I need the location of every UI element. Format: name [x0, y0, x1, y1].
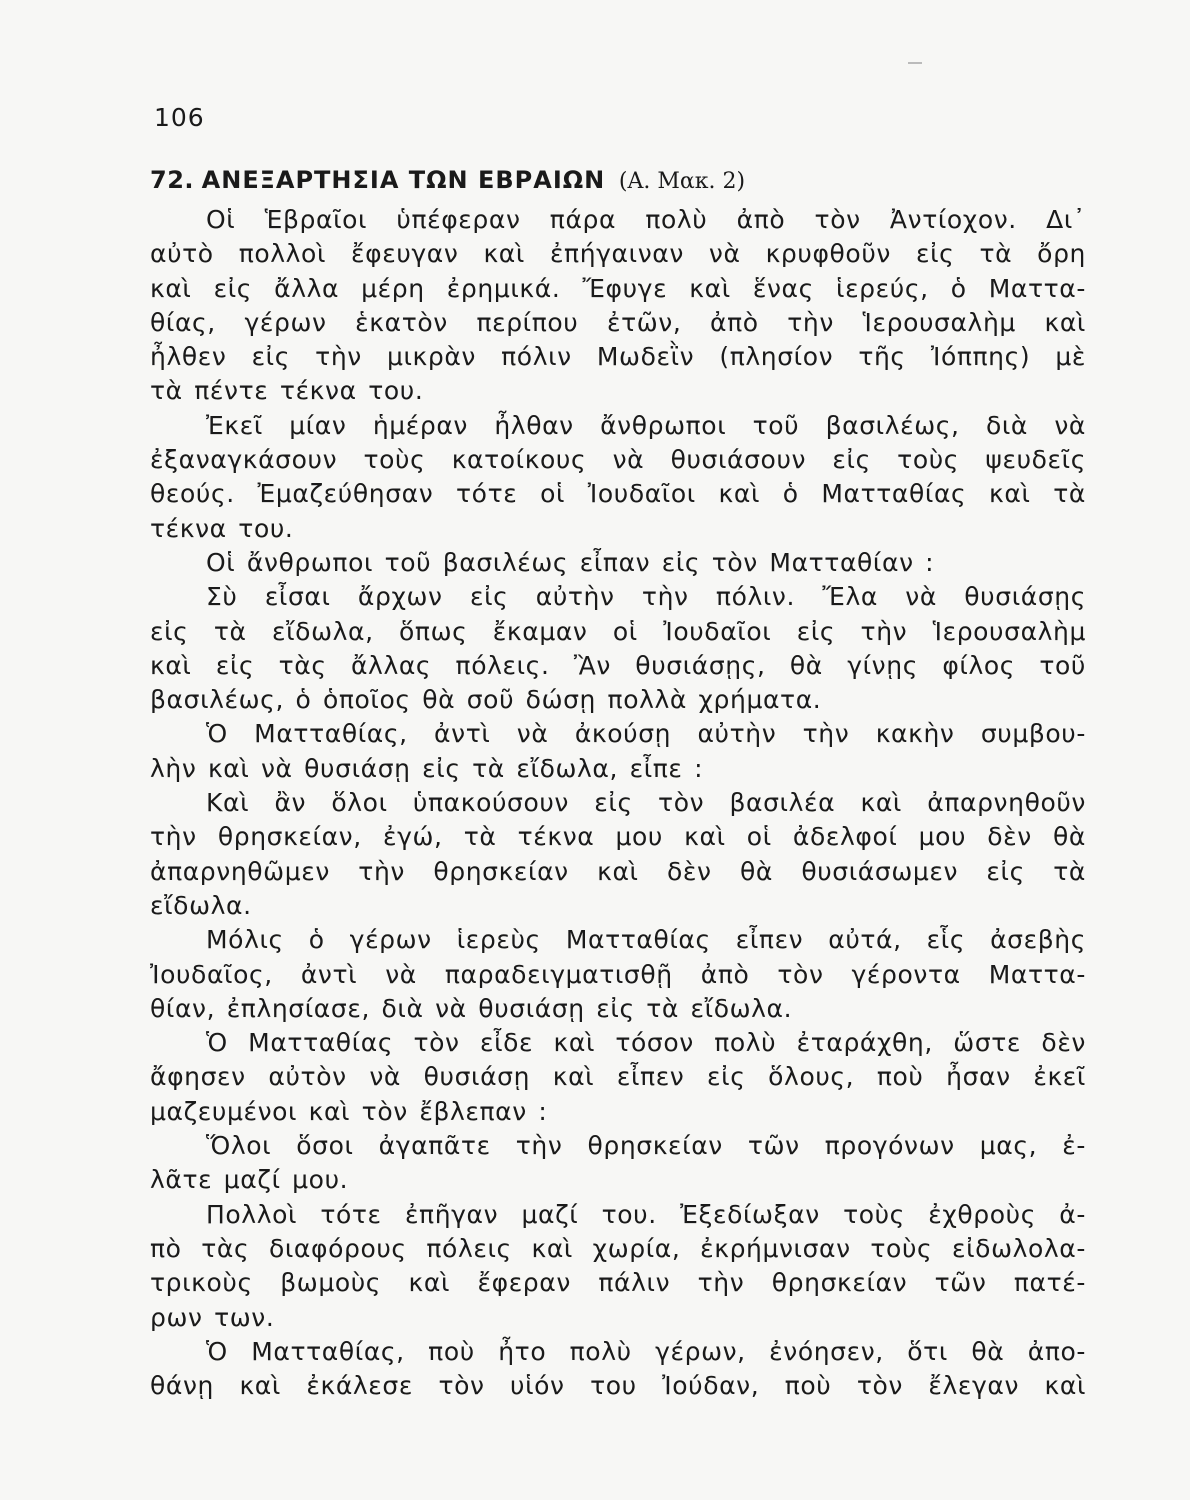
text-line: καὶ εἰς ἄλλα μέρη ἐρημικά. Ἔφυγε καὶ ἕνας ἱερεύς, ὁ Ματτα- — [150, 273, 1086, 303]
body-text — [150, 203, 1086, 1403]
text-line: εἴδωλα. — [150, 890, 252, 920]
section-number: 72. — [150, 166, 195, 194]
text-line: Οἱ Ἑβραῖοι ὑπέφεραν πάρα πολὺ ἀπὸ τὸν Ἀντίοχον. Δι᾽ — [206, 205, 1086, 234]
text-line: Ὁ Ματταθίας, ποὺ ἦτο πολὺ γέρων, ἐνόησεν, ὅτι θὰ ἀπο- — [206, 1336, 1086, 1366]
text-line: καὶ εἰς τὰς ἄλλας πόλεις. Ἂν θυσιάσῃς, θὰ γίνῃς φίλος τοῦ — [150, 650, 1086, 680]
section-heading — [150, 166, 745, 194]
text-line: ἦλθεν εἰς τὴν μικρὰν πόλιν Μωδεῒν (πλησίον τῆς Ἰόππης) μὲ — [150, 342, 1086, 372]
text-line: εἰς τὰ εἴδωλα, ὅπως ἔκαμαν οἱ Ἰουδαῖοι εἰς τὴν Ἱερουσαλὴμ — [150, 616, 1086, 646]
text-line: Ἰουδαῖος, ἀντὶ νὰ παραδειγματισθῇ ἀπὸ τὸν γέροντα Ματτα- — [150, 959, 1086, 989]
text-line: ρων των. — [150, 1302, 275, 1332]
text-line: Πολλοὶ τότε ἐπῆγαν μαζί του. Ἐξεδίωξαν τοὺς ἐχθροὺς ἀ- — [206, 1199, 1086, 1229]
text-line: Ἐκεῖ μίαν ἡμέραν ἦλθαν ἄνθρωποι τοῦ βασιλέως, διὰ νὰ — [206, 410, 1086, 440]
text-line: ἄφησεν αὐτὸν νὰ θυσιάσῃ καὶ εἶπεν εἰς ὅλους, ποὺ ἦσαν ἐκεῖ — [150, 1062, 1086, 1092]
text-line: λὴν καὶ νὰ θυσιάσῃ εἰς τὰ εἴδωλα, εἶπε : — [150, 753, 704, 783]
text-line: ἐξαναγκάσουν τοὺς κατοίκους νὰ θυσιάσουν εἰς τοὺς ψευδεῖς — [150, 445, 1086, 475]
text-line: βασιλέως, ὁ ὁποῖος θὰ σοῦ δώσῃ πολλὰ χρήματα. — [150, 685, 822, 715]
text-line: θεούς. Ἐμαζεύθησαν τότε οἱ Ἰουδαῖοι καὶ ὁ Ματταθίας καὶ τὰ — [150, 479, 1086, 509]
section-title: ΑΝΕΞΑΡΤΗΣΙΑ ΤΩΝ ΕΒΡΑΙΩΝ — [201, 166, 606, 194]
text-line: τὰ πέντε τέκνα του. — [150, 376, 424, 406]
text-line: τρικοὺς βωμοὺς καὶ ἔφεραν πάλιν τὴν θρησκείαν τῶν πατέ- — [150, 1268, 1086, 1298]
text-line: Μόλις ὁ γέρων ἱερεὺς Ματταθίας εἶπεν αὐτά, εἷς ἀσεβὴς — [206, 925, 1086, 955]
text-line: Ὅλοι ὅσοι ἀγαπᾶτε τὴν θρησκείαν τῶν προγόνων μας, ἐ- — [206, 1131, 1086, 1161]
page-edge-mark — [908, 62, 922, 64]
text-line: Οἱ ἄνθρωποι τοῦ βασιλέως εἶπαν εἰς τὸν Ματταθίαν : — [206, 547, 935, 577]
text-line: Ὁ Ματταθίας, ἀντὶ νὰ ἀκούσῃ αὐτὴν τὴν κακὴν συμβου- — [206, 719, 1086, 749]
text-line: πὸ τὰς διαφόρους πόλεις καὶ χωρία, ἐκρήμνισαν τοὺς εἰδωλολα- — [150, 1233, 1086, 1263]
text-line: θάνῃ καὶ ἐκάλεσε τὸν υἱόν του Ἰούδαν, ποὺ τὸν ἔλεγαν καὶ — [150, 1371, 1086, 1401]
text-line: Καὶ ἂν ὅλοι ὑπακούσουν εἰς τὸν βασιλέα καὶ ἀπαρνηθοῦν — [206, 788, 1086, 818]
text-line: αὐτὸ πολλοὶ ἔφευγαν καὶ ἐπήγαιναν νὰ κρυφθοῦν εἰς τὰ ὄρη — [150, 239, 1086, 269]
text-line: λᾶτε μαζί μου. — [150, 1165, 349, 1195]
text-line: θίας, γέρων ἑκατὸν περίπου ἐτῶν, ἀπὸ τὴν Ἱερουσαλὴμ καὶ — [150, 307, 1086, 337]
text-line: Σὺ εἶσαι ἄρχων εἰς αὐτὴν τὴν πόλιν. Ἔλα νὰ θυσιάσῃς — [206, 582, 1086, 612]
text-line: μαζευμένοι καὶ τὸν ἔβλεπαν : — [150, 1096, 548, 1126]
text-line: τὴν θρησκείαν, ἐγώ, τὰ τέκνα μου καὶ οἱ ἀδελφοί μου δὲν θὰ — [150, 822, 1086, 852]
text-line: Ὁ Ματταθίας τὸν εἶδε καὶ τόσον πολὺ ἐταράχθη, ὥστε δὲν — [206, 1028, 1086, 1058]
text-line: ἀπαρνηθῶμεν τὴν θρησκείαν καὶ δὲν θὰ θυσιάσωμεν εἰς τὰ — [150, 856, 1086, 886]
text-line: τέκνα του. — [150, 513, 294, 543]
section-reference: (Α. Μακ. 2) — [618, 169, 746, 194]
page-number: 106 — [154, 103, 205, 132]
text-line: θίαν, ἐπλησίασε, διὰ νὰ θυσιάσῃ εἰς τὰ εἴδωλα. — [150, 993, 793, 1023]
